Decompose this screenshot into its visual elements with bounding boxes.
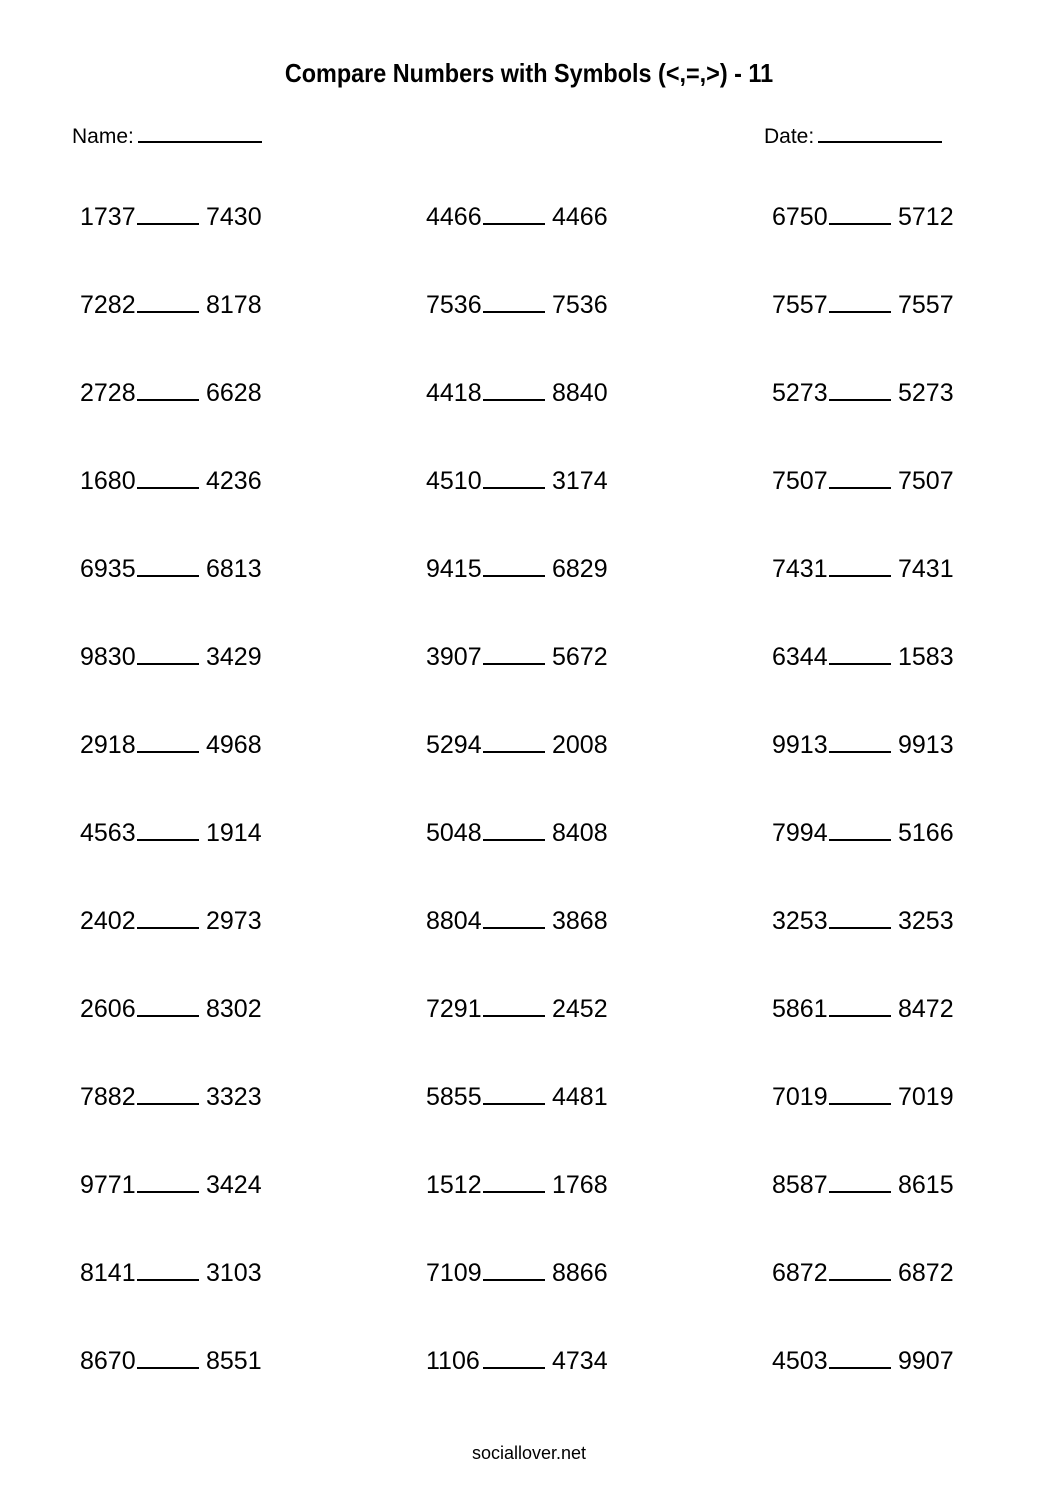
right-number: 5273 (898, 379, 954, 407)
answer-blank[interactable] (137, 817, 199, 841)
page-title: Compare Numbers with Symbols (<,=,>) - 11 (284, 58, 774, 88)
right-number: 1768 (552, 1171, 608, 1199)
right-number: 5712 (898, 203, 954, 231)
right-number: 8615 (898, 1171, 954, 1199)
left-number: 7557 (772, 291, 828, 319)
answer-blank[interactable] (829, 289, 891, 313)
comparison-problem (80, 377, 262, 407)
right-number: 8408 (552, 819, 608, 847)
comparison-problem (772, 465, 954, 495)
answer-blank[interactable] (137, 553, 199, 577)
answer-blank[interactable] (137, 289, 199, 313)
date-field (764, 121, 942, 149)
comparison-problem (426, 729, 608, 759)
right-number: 8302 (206, 995, 262, 1023)
right-number: 7507 (898, 467, 954, 495)
right-number: 7536 (552, 291, 608, 319)
answer-blank[interactable] (829, 465, 891, 489)
comparison-problem (772, 553, 954, 583)
left-number: 3253 (772, 907, 828, 935)
left-number: 2918 (80, 731, 136, 759)
comparison-problem (80, 641, 262, 671)
comparison-problem (426, 1169, 608, 1199)
site-footer: sociallover.net (471, 1443, 587, 1463)
answer-blank[interactable] (829, 817, 891, 841)
left-number: 7882 (80, 1083, 136, 1111)
answer-blank[interactable] (829, 729, 891, 753)
comparison-problem (772, 289, 954, 319)
left-number: 7536 (426, 291, 482, 319)
left-number: 7994 (772, 819, 828, 847)
left-number: 7282 (80, 291, 136, 319)
answer-blank[interactable] (829, 1169, 891, 1193)
right-number: 8178 (206, 291, 262, 319)
answer-blank[interactable] (829, 1081, 891, 1105)
right-number: 4236 (206, 467, 262, 495)
comparison-problem (772, 905, 954, 935)
left-number: 8670 (80, 1347, 136, 1375)
comparison-problem (426, 905, 608, 935)
answer-blank[interactable] (137, 1257, 199, 1281)
right-number: 7431 (898, 555, 954, 583)
comparison-problem (772, 377, 954, 407)
comparison-problem (426, 817, 608, 847)
comparison-problem (80, 289, 262, 319)
right-number: 4734 (552, 1347, 608, 1375)
right-number: 7019 (898, 1083, 954, 1111)
answer-blank[interactable] (829, 377, 891, 401)
left-number: 9415 (426, 555, 482, 583)
left-number: 1737 (80, 203, 136, 231)
date-blank-line[interactable] (818, 121, 942, 143)
answer-blank[interactable] (829, 201, 891, 225)
left-number: 2402 (80, 907, 136, 935)
left-number: 7431 (772, 555, 828, 583)
left-number: 6872 (772, 1259, 828, 1287)
left-number: 1512 (426, 1171, 482, 1199)
answer-blank[interactable] (137, 905, 199, 929)
right-number: 7430 (206, 203, 262, 231)
comparison-problem (80, 905, 262, 935)
right-number: 3424 (206, 1171, 262, 1199)
right-number: 6628 (206, 379, 262, 407)
comparison-problem (80, 1169, 262, 1199)
answer-blank[interactable] (829, 993, 891, 1017)
answer-blank[interactable] (483, 465, 545, 489)
comparison-problem (772, 1257, 954, 1287)
comparison-problem (80, 1345, 262, 1375)
comparison-problem (80, 553, 262, 583)
comparison-problem (772, 641, 954, 671)
comparison-problem (426, 553, 608, 583)
left-number: 7291 (426, 995, 482, 1023)
right-number: 5672 (552, 643, 608, 671)
left-number: 8587 (772, 1171, 828, 1199)
left-number: 2728 (80, 379, 136, 407)
left-number: 8141 (80, 1259, 136, 1287)
left-number: 5048 (426, 819, 482, 847)
right-number: 8472 (898, 995, 954, 1023)
answer-blank[interactable] (483, 729, 545, 753)
comparison-problem (772, 993, 954, 1023)
comparison-problem (80, 201, 262, 231)
right-number: 9913 (898, 731, 954, 759)
date-label: Date: (764, 125, 815, 148)
answer-blank[interactable] (483, 817, 545, 841)
left-number: 6935 (80, 555, 136, 583)
answer-blank[interactable] (483, 377, 545, 401)
left-number: 4503 (772, 1347, 828, 1375)
right-number: 6829 (552, 555, 608, 583)
left-number: 4510 (426, 467, 482, 495)
answer-blank[interactable] (483, 289, 545, 313)
comparison-problem (80, 465, 262, 495)
right-number: 6872 (898, 1259, 954, 1287)
answer-blank[interactable] (137, 1081, 199, 1105)
answer-blank[interactable] (829, 905, 891, 929)
answer-blank[interactable] (137, 1345, 199, 1369)
left-number: 1106 (426, 1347, 480, 1375)
answer-blank[interactable] (483, 201, 545, 225)
left-number: 5294 (426, 731, 482, 759)
comparison-problem (772, 729, 954, 759)
comparison-problem (80, 1257, 262, 1287)
right-number: 9907 (898, 1347, 954, 1375)
left-number: 9830 (80, 643, 136, 671)
answer-blank[interactable] (483, 993, 545, 1017)
left-number: 5861 (772, 995, 828, 1023)
answer-blank[interactable] (483, 1169, 545, 1193)
right-number: 4968 (206, 731, 262, 759)
right-number: 2452 (552, 995, 608, 1023)
comparison-problem (80, 817, 262, 847)
left-number: 1680 (80, 467, 136, 495)
left-number: 5273 (772, 379, 828, 407)
left-number: 4418 (426, 379, 482, 407)
answer-blank[interactable] (483, 1345, 545, 1369)
answer-blank[interactable] (137, 993, 199, 1017)
right-number: 1914 (206, 819, 262, 847)
name-label: Name: (72, 125, 134, 148)
left-number: 9771 (80, 1171, 136, 1199)
comparison-problem (772, 1169, 954, 1199)
answer-blank[interactable] (483, 1257, 545, 1281)
answer-blank[interactable] (483, 1081, 545, 1105)
answer-blank[interactable] (137, 201, 199, 225)
answer-blank[interactable] (483, 641, 545, 665)
answer-blank[interactable] (829, 641, 891, 665)
comparison-problem (772, 1081, 954, 1111)
left-number: 4563 (80, 819, 136, 847)
answer-blank[interactable] (829, 1345, 891, 1369)
answer-blank[interactable] (483, 553, 545, 577)
right-number: 1583 (898, 643, 954, 671)
comparison-problem (80, 729, 262, 759)
right-number: 2008 (552, 731, 608, 759)
right-number: 4481 (552, 1083, 608, 1111)
left-number: 7507 (772, 467, 828, 495)
comparison-problem (426, 1257, 608, 1287)
answer-blank[interactable] (137, 377, 199, 401)
right-number: 6813 (206, 555, 262, 583)
name-field (72, 121, 262, 149)
comparison-problem (426, 1081, 608, 1111)
name-blank-line[interactable] (138, 121, 262, 143)
right-number: 3429 (206, 643, 262, 671)
left-number: 7019 (772, 1083, 828, 1111)
right-number: 3253 (898, 907, 954, 935)
right-number: 2973 (206, 907, 262, 935)
answer-blank[interactable] (137, 729, 199, 753)
left-number: 5855 (426, 1083, 482, 1111)
right-number: 5166 (898, 819, 954, 847)
comparison-problem (426, 1345, 608, 1375)
left-number: 8804 (426, 907, 482, 935)
answer-blank[interactable] (137, 465, 199, 489)
comparison-problem (426, 377, 608, 407)
comparison-problem (426, 289, 608, 319)
comparison-problem (772, 817, 954, 847)
answer-blank[interactable] (137, 1169, 199, 1193)
left-number: 4466 (426, 203, 482, 231)
answer-blank[interactable] (137, 641, 199, 665)
right-number: 3103 (206, 1259, 262, 1287)
left-number: 7109 (426, 1259, 482, 1287)
answer-blank[interactable] (829, 1257, 891, 1281)
right-number: 7557 (898, 291, 954, 319)
right-number: 4466 (552, 203, 608, 231)
left-number: 3907 (426, 643, 482, 671)
comparison-problem (772, 201, 954, 231)
left-number: 6344 (772, 643, 828, 671)
answer-blank[interactable] (483, 905, 545, 929)
left-number: 9913 (772, 731, 828, 759)
answer-blank[interactable] (829, 553, 891, 577)
right-number: 3868 (552, 907, 608, 935)
comparison-problem (80, 993, 262, 1023)
right-number: 8840 (552, 379, 608, 407)
left-number: 2606 (80, 995, 136, 1023)
comparison-problem (772, 1345, 954, 1375)
comparison-problem (426, 993, 608, 1023)
comparison-problem (426, 465, 608, 495)
right-number: 8551 (206, 1347, 262, 1375)
comparison-problem (80, 1081, 262, 1111)
comparison-problem (426, 641, 608, 671)
right-number: 3323 (206, 1083, 262, 1111)
left-number: 6750 (772, 203, 828, 231)
comparison-problem (426, 201, 608, 231)
right-number: 3174 (552, 467, 608, 495)
right-number: 8866 (552, 1259, 608, 1287)
